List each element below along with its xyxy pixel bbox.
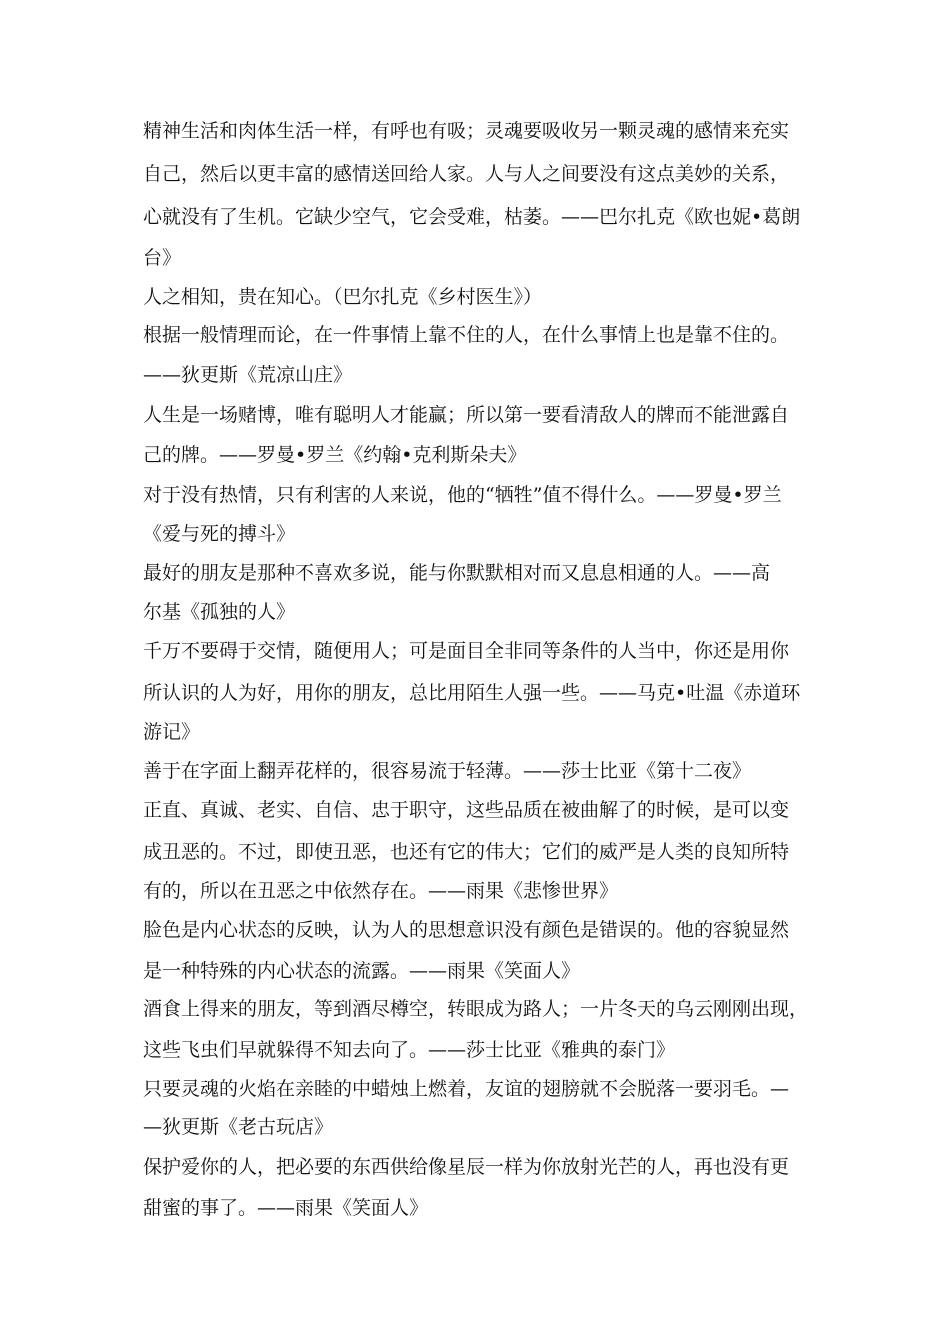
text-line: —狄更斯《老古玩店》 (143, 1116, 334, 1138)
text-line: 人之相知，贵在知心。（巴尔扎克《乡村医生》） (143, 286, 543, 308)
text-line: 游记》 (143, 721, 201, 743)
text-line: 只要灵魂的火焰在亲睦的中蜡烛上燃着，友谊的翅膀就不会脱落一要羽毛。— (143, 1078, 790, 1100)
text-line: 对于没有热情，只有利害的人来说，他的“牺牲”值不得什么。——罗曼•罗兰 (143, 484, 782, 506)
text-line: 有的，所以在丑恶之中依然存在。——雨果《悲惨世界》 (143, 880, 619, 902)
text-line: 台》 (143, 247, 182, 269)
text-line: 是一种特殊的内心状态的流露。——雨果《笑面人》 (143, 960, 581, 982)
text-line: 自己，然后以更丰富的感情送回给人家。人与人之间要没有这点美妙的关系， (143, 163, 790, 185)
text-line: 成丑恶的。不过，即使丑恶，也还有它的伟大；它们的威严是人类的良知所特 (143, 841, 790, 863)
text-line: 人生是一场赌博，唯有聪明人才能赢；所以第一要看清敌人的牌而不能泄露自 (143, 404, 790, 426)
text-line: 正直、真诚、老实、自信、忠于职守，这些品质在被曲解了的时候，是可以变 (143, 799, 790, 821)
text-line: 甜蜜的事了。——雨果《笑面人》 (143, 1197, 429, 1219)
text-line: 保护爱你的人，把必要的东西供给像星辰一样为你放射光芒的人，再也没有更 (143, 1156, 790, 1178)
text-line: ——狄更斯《荒凉山庄》 (143, 364, 353, 386)
text-line: 《爱与死的搏斗》 (143, 523, 296, 545)
text-line: 这些飞虫们早就躲得不知去向了。——莎士比亚《雅典的泰门》 (143, 1039, 676, 1061)
text-line: 善于在字面上翻弄花样的，很容易流于轻薄。——莎士比亚《第十二夜》 (143, 760, 752, 782)
text-line: 脸色是内心状态的反映，认为人的思想意识没有颜色是错误的。他的容貌显然 (143, 919, 790, 941)
text-line: 己的牌。——罗曼•罗兰《约翰•克利斯朵夫》 (143, 444, 527, 466)
text-line: 最好的朋友是那种不喜欢多说，能与你默默相对而又息息相通的人。——高 (143, 562, 771, 584)
text-line: 酒食上得来的朋友，等到酒尽樽空，转眼成为路人；一片冬天的乌云刚刚出现， (143, 998, 809, 1020)
text-line: 精神生活和肉体生活一样，有呼也有吸；灵魂要吸收另一颗灵魂的感情来充实 (143, 120, 790, 142)
text-line: 所认识的人为好，用你的朋友，总比用陌生人强一些。——马克•吐温《赤道环 (143, 682, 801, 704)
text-line: 千万不要碍于交情，随便用人；可是面目全非同等条件的人当中，你还是用你 (143, 640, 790, 662)
text-line: 心就没有了生机。它缺少空气，它会受难，枯萎。——巴尔扎克《欧也妮•葛朗 (143, 206, 801, 228)
text-line: 尔基《孤独的人》 (143, 601, 296, 623)
text-line: 根据一般情理而论，在一件事情上靠不住的人，在什么事情上也是靠不住的。 (143, 324, 790, 346)
